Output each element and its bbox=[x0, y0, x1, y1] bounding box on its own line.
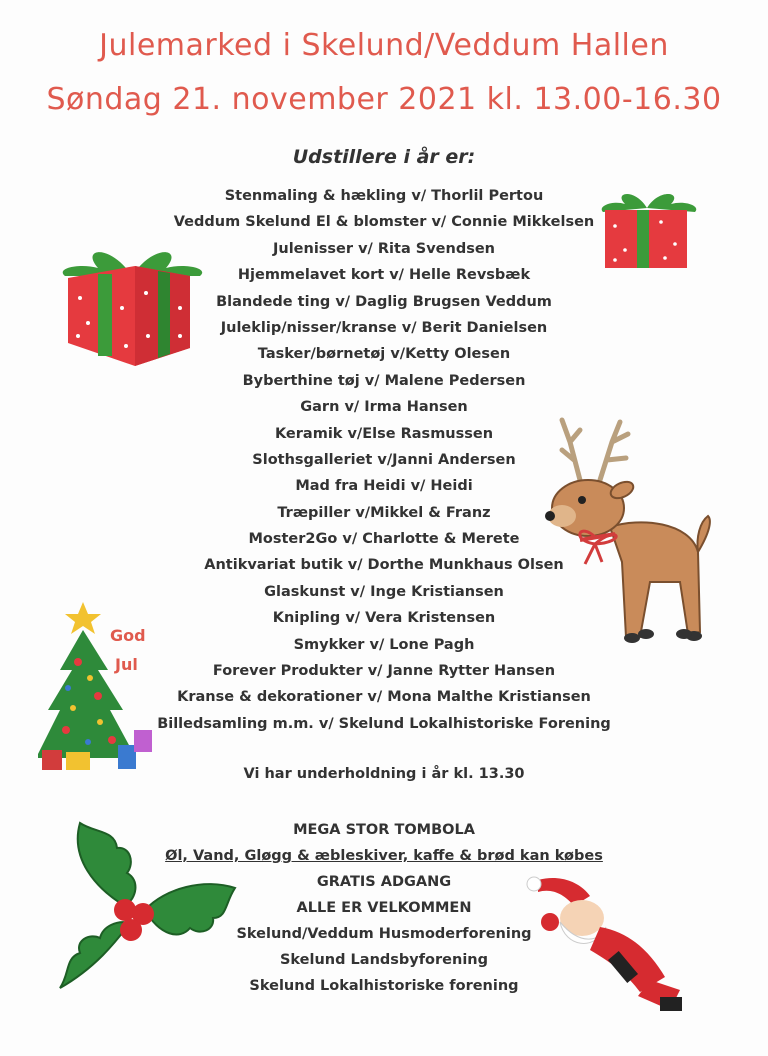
list-item: Træpiller v/Mikkel & Franz bbox=[277, 504, 491, 521]
tombola-line: MEGA STOR TOMBOLA bbox=[293, 822, 475, 838]
tree-greeting-god: God bbox=[110, 626, 146, 645]
list-item: Forever Produkter v/ Janne Rytter Hansen bbox=[212, 663, 556, 680]
organizer-line: Skelund/Veddum Husmoderforening bbox=[236, 926, 532, 942]
organizer-line: Skelund Lokalhistoriske forening bbox=[249, 978, 519, 994]
date-line: Søndag 21. november 2021 kl. 13.00-16.30 bbox=[46, 82, 722, 117]
list-item: Slothsgalleriet v/Janni Andersen bbox=[252, 451, 516, 468]
list-item: Knipling v/ Vera Kristensen bbox=[272, 610, 496, 627]
food-line: Øl, Vand, Gløgg & æbleskiver, kaffe & brød kan købes bbox=[165, 848, 603, 864]
gift-icon bbox=[595, 186, 705, 272]
list-item: Blandede ting v/ Daglig Brugsen Veddum bbox=[216, 293, 552, 310]
organizer-line: Skelund Landsbyforening bbox=[279, 952, 488, 968]
exhibitors-heading: Udstillere i år er: bbox=[292, 146, 476, 168]
list-item: Julenisser v/ Rita Svendsen bbox=[272, 240, 496, 257]
tree-greeting-jul: Jul bbox=[115, 655, 138, 674]
welcome-line: ALLE ER VELKOMMEN bbox=[296, 900, 472, 916]
list-item: Keramik v/Else Rasmussen bbox=[274, 425, 494, 442]
list-item: Smykker v/ Lone Pagh bbox=[293, 636, 475, 653]
list-item: Tasker/børnetøj v/Ketty Olesen bbox=[257, 346, 511, 363]
list-item: Kranse & dekorationer v/ Mona Malthe Kristiansen bbox=[177, 689, 591, 706]
list-item: Hjemmelavet kort v/ Helle Revsbæk bbox=[237, 267, 531, 284]
gift-icon bbox=[50, 238, 215, 373]
list-item: Garn v/ Irma Hansen bbox=[300, 399, 468, 416]
free-entry-line: GRATIS ADGANG bbox=[316, 874, 452, 890]
entertainment-note: Vi har underholdning i år kl. 13.30 bbox=[243, 766, 525, 782]
list-item: Mad fra Heidi v/ Heidi bbox=[295, 478, 473, 495]
page-title: Julemarked i Skelund/Veddum Hallen bbox=[99, 28, 669, 63]
list-item: Billedsamling m.m. v/ Skelund Lokalhistoriske Forening bbox=[157, 715, 611, 732]
list-item: Antikvariat butik v/ Dorthe Munkhaus Olsen bbox=[204, 557, 564, 574]
list-item: Glaskunst v/ Inge Kristiansen bbox=[264, 583, 504, 600]
list-item: Juleklip/nisser/kranse v/ Berit Danielsen bbox=[220, 319, 548, 336]
list-item: Veddum Skelund El & blomster v/ Connie Mikkelsen bbox=[173, 214, 595, 231]
holly-icon bbox=[55, 818, 240, 1003]
reindeer-icon bbox=[540, 412, 725, 652]
list-item: Stenmaling & hækling v/ Thorlil Pertou bbox=[224, 188, 544, 204]
list-item: Byberthine tøj v/ Malene Pedersen bbox=[242, 372, 526, 389]
list-item: Moster2Go v/ Charlotte & Merete bbox=[248, 531, 520, 548]
santa-icon bbox=[520, 872, 690, 1017]
